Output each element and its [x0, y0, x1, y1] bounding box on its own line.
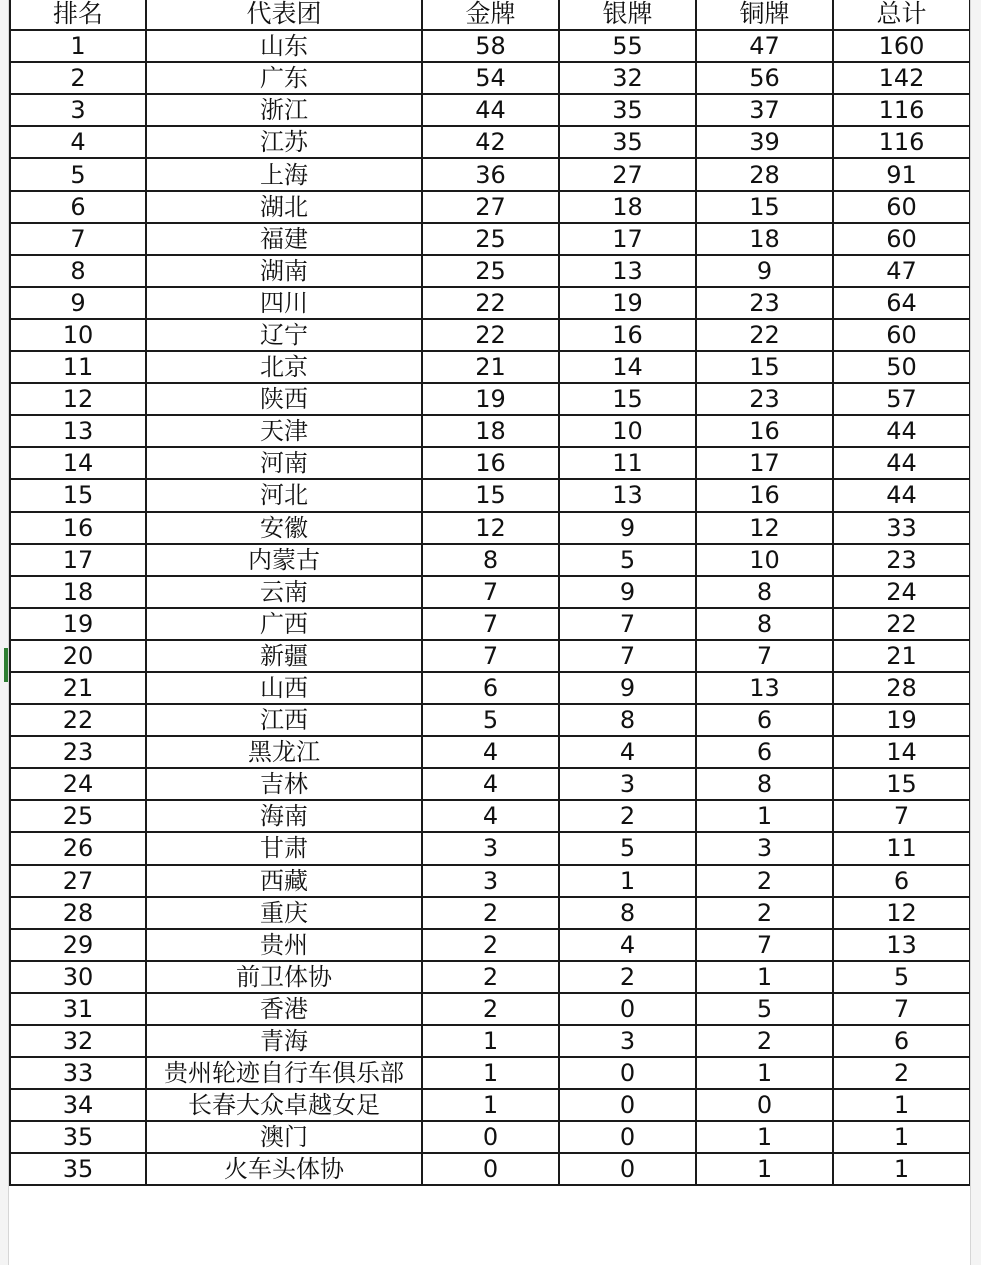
cell-bronze[interactable]: 10 [696, 544, 833, 576]
table-row [10, 800, 970, 832]
cell-gold[interactable]: 7 [422, 576, 559, 608]
cell-rank[interactable]: 22 [10, 704, 146, 736]
cell-gold[interactable]: 36 [422, 158, 559, 190]
cell-rank[interactable]: 10 [10, 319, 146, 351]
table-row [10, 576, 970, 608]
cell-rank[interactable]: 19 [10, 608, 146, 640]
cell-rank[interactable]: 17 [10, 544, 146, 576]
cell-rank[interactable]: 28 [10, 897, 146, 929]
table-row [10, 704, 970, 736]
cell-bronze[interactable]: 47 [696, 30, 833, 62]
table-row [10, 865, 970, 897]
cell-total[interactable]: 60 [833, 319, 970, 351]
cell-gold[interactable]: 4 [422, 768, 559, 800]
cell-team[interactable]: 河南 [146, 447, 422, 479]
header-silver[interactable]: 银牌 [559, 0, 696, 30]
cell-total[interactable]: 44 [833, 479, 970, 511]
cell-total[interactable]: 116 [833, 126, 970, 158]
cell-rank[interactable]: 35 [10, 1153, 146, 1185]
table-row [10, 158, 970, 190]
cell-rank[interactable]: 11 [10, 351, 146, 383]
cell-team[interactable]: 福建 [146, 223, 422, 255]
scrollbar-strip[interactable] [970, 0, 981, 1265]
cell-team[interactable]: 河北 [146, 479, 422, 511]
cell-team[interactable]: 重庆 [146, 897, 422, 929]
cell-total[interactable]: 12 [833, 897, 970, 929]
cell-bronze[interactable]: 17 [696, 447, 833, 479]
cell-rank[interactable]: 26 [10, 832, 146, 864]
cell-team[interactable]: 前卫体协 [146, 961, 422, 993]
row-header-strip [0, 0, 9, 1265]
cell-gold[interactable]: 19 [422, 383, 559, 415]
cell-silver[interactable]: 0 [559, 993, 696, 1025]
cell-silver[interactable]: 13 [559, 479, 696, 511]
cell-rank[interactable]: 6 [10, 191, 146, 223]
cell-rank[interactable]: 13 [10, 415, 146, 447]
cell-team[interactable]: 贵州轮迹自行车俱乐部 [146, 1057, 422, 1089]
cell-silver[interactable]: 3 [559, 768, 696, 800]
cell-silver[interactable]: 3 [559, 1025, 696, 1057]
cell-team[interactable]: 吉林 [146, 768, 422, 800]
table-row [10, 1121, 970, 1153]
cell-silver[interactable]: 9 [559, 576, 696, 608]
header-team[interactable]: 代表团 [146, 0, 422, 30]
cell-rank[interactable]: 16 [10, 512, 146, 544]
cell-bronze[interactable]: 16 [696, 415, 833, 447]
cell-team[interactable]: 海南 [146, 800, 422, 832]
cell-bronze[interactable]: 8 [696, 768, 833, 800]
cell-rank[interactable]: 15 [10, 479, 146, 511]
selected-row-marker [4, 648, 8, 682]
cell-total[interactable]: 33 [833, 512, 970, 544]
cell-bronze[interactable]: 12 [696, 512, 833, 544]
header-gold[interactable]: 金牌 [422, 0, 559, 30]
cell-total[interactable]: 5 [833, 961, 970, 993]
cell-total[interactable]: 14 [833, 736, 970, 768]
cell-total[interactable]: 50 [833, 351, 970, 383]
cell-total[interactable]: 7 [833, 800, 970, 832]
cell-rank[interactable]: 35 [10, 1121, 146, 1153]
cell-rank[interactable]: 12 [10, 383, 146, 415]
table-row [10, 897, 970, 929]
cell-total[interactable]: 28 [833, 672, 970, 704]
cell-bronze[interactable]: 56 [696, 62, 833, 94]
cell-gold[interactable]: 3 [422, 832, 559, 864]
cell-silver[interactable]: 4 [559, 929, 696, 961]
cell-bronze[interactable]: 13 [696, 672, 833, 704]
cell-bronze[interactable]: 15 [696, 351, 833, 383]
cell-silver[interactable]: 8 [559, 704, 696, 736]
table-row [10, 191, 970, 223]
table-row [10, 447, 970, 479]
cell-team[interactable]: 云南 [146, 576, 422, 608]
cell-gold[interactable]: 25 [422, 223, 559, 255]
table-row [10, 351, 970, 383]
cell-bronze[interactable]: 1 [696, 961, 833, 993]
cell-total[interactable]: 64 [833, 287, 970, 319]
cell-total[interactable]: 19 [833, 704, 970, 736]
cell-team[interactable]: 山西 [146, 672, 422, 704]
cell-total[interactable]: 142 [833, 62, 970, 94]
cell-rank[interactable]: 1 [10, 30, 146, 62]
cell-total[interactable]: 1 [833, 1153, 970, 1185]
table-body [10, 30, 970, 1185]
cell-team[interactable]: 湖北 [146, 191, 422, 223]
cell-total[interactable]: 116 [833, 94, 970, 126]
cell-rank[interactable]: 33 [10, 1057, 146, 1089]
cell-silver[interactable]: 55 [559, 30, 696, 62]
cell-bronze[interactable]: 2 [696, 1025, 833, 1057]
cell-total[interactable]: 6 [833, 865, 970, 897]
cell-rank[interactable]: 14 [10, 447, 146, 479]
table-row [10, 1153, 970, 1185]
cell-silver[interactable]: 4 [559, 736, 696, 768]
cell-team[interactable]: 陕西 [146, 383, 422, 415]
cell-rank[interactable]: 34 [10, 1089, 146, 1121]
cell-bronze[interactable]: 1 [696, 1057, 833, 1089]
cell-total[interactable]: 1 [833, 1121, 970, 1153]
header-rank[interactable]: 排名 [10, 0, 146, 30]
cell-team[interactable]: 火车头体协 [146, 1153, 422, 1185]
table-row [10, 30, 970, 62]
table-row [10, 255, 970, 287]
cell-silver[interactable]: 9 [559, 512, 696, 544]
cell-team[interactable]: 山东 [146, 30, 422, 62]
cell-total[interactable]: 91 [833, 158, 970, 190]
cell-total[interactable]: 7 [833, 993, 970, 1025]
cell-team[interactable]: 香港 [146, 993, 422, 1025]
header-bronze[interactable]: 铜牌 [696, 0, 833, 30]
cell-silver[interactable]: 5 [559, 544, 696, 576]
cell-silver[interactable]: 0 [559, 1089, 696, 1121]
cell-gold[interactable]: 27 [422, 191, 559, 223]
cell-silver[interactable]: 5 [559, 832, 696, 864]
cell-total[interactable]: 60 [833, 223, 970, 255]
cell-total[interactable]: 24 [833, 576, 970, 608]
cell-total[interactable]: 6 [833, 1025, 970, 1057]
cell-team[interactable]: 长春大众卓越女足 [146, 1089, 422, 1121]
cell-silver[interactable]: 35 [559, 126, 696, 158]
cell-silver[interactable]: 0 [559, 1121, 696, 1153]
cell-gold[interactable]: 5 [422, 704, 559, 736]
cell-bronze[interactable]: 28 [696, 158, 833, 190]
cell-gold[interactable]: 12 [422, 512, 559, 544]
cell-rank[interactable]: 24 [10, 768, 146, 800]
table-row [10, 62, 970, 94]
cell-bronze[interactable]: 1 [696, 800, 833, 832]
cell-bronze[interactable]: 8 [696, 576, 833, 608]
cell-silver[interactable]: 14 [559, 351, 696, 383]
cell-bronze[interactable]: 23 [696, 383, 833, 415]
cell-total[interactable]: 22 [833, 608, 970, 640]
cell-gold[interactable]: 18 [422, 415, 559, 447]
cell-bronze[interactable]: 1 [696, 1153, 833, 1185]
table-row [10, 1025, 970, 1057]
cell-total[interactable]: 60 [833, 191, 970, 223]
cell-bronze[interactable]: 0 [696, 1089, 833, 1121]
cell-team[interactable]: 江苏 [146, 126, 422, 158]
cell-gold[interactable]: 2 [422, 897, 559, 929]
cell-total[interactable]: 1 [833, 1089, 970, 1121]
cell-team[interactable]: 江西 [146, 704, 422, 736]
cell-team[interactable]: 西藏 [146, 865, 422, 897]
cell-silver[interactable]: 9 [559, 672, 696, 704]
cell-gold[interactable]: 1 [422, 1025, 559, 1057]
table-row [10, 961, 970, 993]
cell-bronze[interactable]: 9 [696, 255, 833, 287]
cell-team[interactable]: 浙江 [146, 94, 422, 126]
table-row [10, 383, 970, 415]
table-row [10, 832, 970, 864]
cell-gold[interactable]: 22 [422, 287, 559, 319]
cell-gold[interactable]: 2 [422, 993, 559, 1025]
cell-gold[interactable]: 16 [422, 447, 559, 479]
cell-total[interactable]: 23 [833, 544, 970, 576]
cell-bronze[interactable]: 18 [696, 223, 833, 255]
table-row [10, 640, 970, 672]
cell-bronze[interactable]: 7 [696, 640, 833, 672]
cell-team[interactable]: 黑龙江 [146, 736, 422, 768]
cell-team[interactable]: 内蒙古 [146, 544, 422, 576]
cell-silver[interactable]: 10 [559, 415, 696, 447]
cell-silver[interactable]: 13 [559, 255, 696, 287]
cell-total[interactable]: 57 [833, 383, 970, 415]
cell-team[interactable]: 澳门 [146, 1121, 422, 1153]
cell-team[interactable]: 四川 [146, 287, 422, 319]
cell-silver[interactable]: 17 [559, 223, 696, 255]
header-row [10, 0, 970, 30]
cell-team[interactable]: 贵州 [146, 929, 422, 961]
cell-silver[interactable]: 8 [559, 897, 696, 929]
cell-silver[interactable]: 19 [559, 287, 696, 319]
cell-silver[interactable]: 0 [559, 1153, 696, 1185]
cell-gold[interactable]: 15 [422, 479, 559, 511]
cell-total[interactable]: 15 [833, 768, 970, 800]
cell-gold[interactable]: 42 [422, 126, 559, 158]
cell-rank[interactable]: 23 [10, 736, 146, 768]
cell-rank[interactable]: 32 [10, 1025, 146, 1057]
table-row [10, 1089, 970, 1121]
table-row [10, 1057, 970, 1089]
cell-rank[interactable]: 25 [10, 800, 146, 832]
cell-gold[interactable]: 0 [422, 1153, 559, 1185]
cell-bronze[interactable]: 2 [696, 865, 833, 897]
cell-total[interactable]: 44 [833, 447, 970, 479]
cell-silver[interactable]: 16 [559, 319, 696, 351]
cell-bronze[interactable]: 22 [696, 319, 833, 351]
cell-silver[interactable]: 35 [559, 94, 696, 126]
table-row [10, 929, 970, 961]
cell-silver[interactable]: 11 [559, 447, 696, 479]
cell-silver[interactable]: 32 [559, 62, 696, 94]
cell-bronze[interactable]: 2 [696, 897, 833, 929]
cell-bronze[interactable]: 39 [696, 126, 833, 158]
cell-bronze[interactable]: 5 [696, 993, 833, 1025]
cell-rank[interactable]: 30 [10, 961, 146, 993]
table-row [10, 608, 970, 640]
cell-rank[interactable]: 5 [10, 158, 146, 190]
cell-bronze[interactable]: 6 [696, 736, 833, 768]
table-row [10, 736, 970, 768]
cell-team[interactable]: 辽宁 [146, 319, 422, 351]
cell-team[interactable]: 广西 [146, 608, 422, 640]
cell-gold[interactable]: 44 [422, 94, 559, 126]
cell-rank[interactable]: 29 [10, 929, 146, 961]
cell-gold[interactable]: 1 [422, 1057, 559, 1089]
cell-rank[interactable]: 9 [10, 287, 146, 319]
cell-gold[interactable]: 25 [422, 255, 559, 287]
cell-gold[interactable]: 7 [422, 608, 559, 640]
table-row [10, 287, 970, 319]
cell-total[interactable]: 13 [833, 929, 970, 961]
cell-team[interactable]: 安徽 [146, 512, 422, 544]
cell-gold[interactable]: 3 [422, 865, 559, 897]
cell-rank[interactable]: 21 [10, 672, 146, 704]
table-row [10, 479, 970, 511]
cell-silver[interactable]: 27 [559, 158, 696, 190]
cell-silver[interactable]: 1 [559, 865, 696, 897]
cell-total[interactable]: 160 [833, 30, 970, 62]
cell-team[interactable]: 天津 [146, 415, 422, 447]
cell-rank[interactable]: 7 [10, 223, 146, 255]
cell-rank[interactable]: 4 [10, 126, 146, 158]
table-row [10, 512, 970, 544]
cell-gold[interactable]: 4 [422, 800, 559, 832]
cell-total[interactable]: 44 [833, 415, 970, 447]
cell-team[interactable]: 上海 [146, 158, 422, 190]
table-row [10, 544, 970, 576]
cell-rank[interactable]: 20 [10, 640, 146, 672]
cell-silver[interactable]: 2 [559, 800, 696, 832]
cell-total[interactable]: 47 [833, 255, 970, 287]
header-total[interactable]: 总计 [833, 0, 970, 30]
table-row [10, 672, 970, 704]
cell-rank[interactable]: 3 [10, 94, 146, 126]
cell-team[interactable]: 青海 [146, 1025, 422, 1057]
cell-gold[interactable]: 6 [422, 672, 559, 704]
cell-rank[interactable]: 27 [10, 865, 146, 897]
cell-silver[interactable]: 2 [559, 961, 696, 993]
cell-gold[interactable]: 58 [422, 30, 559, 62]
cell-bronze[interactable]: 1 [696, 1121, 833, 1153]
table-row [10, 126, 970, 158]
cell-bronze[interactable]: 16 [696, 479, 833, 511]
cell-bronze[interactable]: 37 [696, 94, 833, 126]
cell-bronze[interactable]: 7 [696, 929, 833, 961]
cell-gold[interactable]: 4 [422, 736, 559, 768]
table-row [10, 319, 970, 351]
cell-gold[interactable]: 2 [422, 961, 559, 993]
cell-team[interactable]: 湖南 [146, 255, 422, 287]
cell-gold[interactable]: 54 [422, 62, 559, 94]
cell-rank[interactable]: 18 [10, 576, 146, 608]
table-row [10, 94, 970, 126]
cell-bronze[interactable]: 15 [696, 191, 833, 223]
cell-silver[interactable]: 0 [559, 1057, 696, 1089]
cell-team[interactable]: 新疆 [146, 640, 422, 672]
cell-total[interactable]: 11 [833, 832, 970, 864]
cell-gold[interactable]: 7 [422, 640, 559, 672]
cell-total[interactable]: 21 [833, 640, 970, 672]
cell-bronze[interactable]: 23 [696, 287, 833, 319]
medal-table [9, 0, 971, 1186]
table-row [10, 768, 970, 800]
cell-team[interactable]: 广东 [146, 62, 422, 94]
cell-gold[interactable]: 22 [422, 319, 559, 351]
cell-silver[interactable]: 7 [559, 608, 696, 640]
table-row [10, 415, 970, 447]
cell-bronze[interactable]: 3 [696, 832, 833, 864]
table-row [10, 993, 970, 1025]
table-row [10, 223, 970, 255]
cell-rank[interactable]: 2 [10, 62, 146, 94]
cell-rank[interactable]: 8 [10, 255, 146, 287]
cell-silver[interactable]: 15 [559, 383, 696, 415]
cell-gold[interactable]: 8 [422, 544, 559, 576]
cell-bronze[interactable]: 8 [696, 608, 833, 640]
cell-gold[interactable]: 0 [422, 1121, 559, 1153]
cell-gold[interactable]: 21 [422, 351, 559, 383]
cell-bronze[interactable]: 6 [696, 704, 833, 736]
cell-rank[interactable]: 31 [10, 993, 146, 1025]
cell-silver[interactable]: 7 [559, 640, 696, 672]
cell-total[interactable]: 2 [833, 1057, 970, 1089]
cell-gold[interactable]: 2 [422, 929, 559, 961]
cell-gold[interactable]: 1 [422, 1089, 559, 1121]
cell-silver[interactable]: 18 [559, 191, 696, 223]
cell-team[interactable]: 甘肃 [146, 832, 422, 864]
cell-team[interactable]: 北京 [146, 351, 422, 383]
